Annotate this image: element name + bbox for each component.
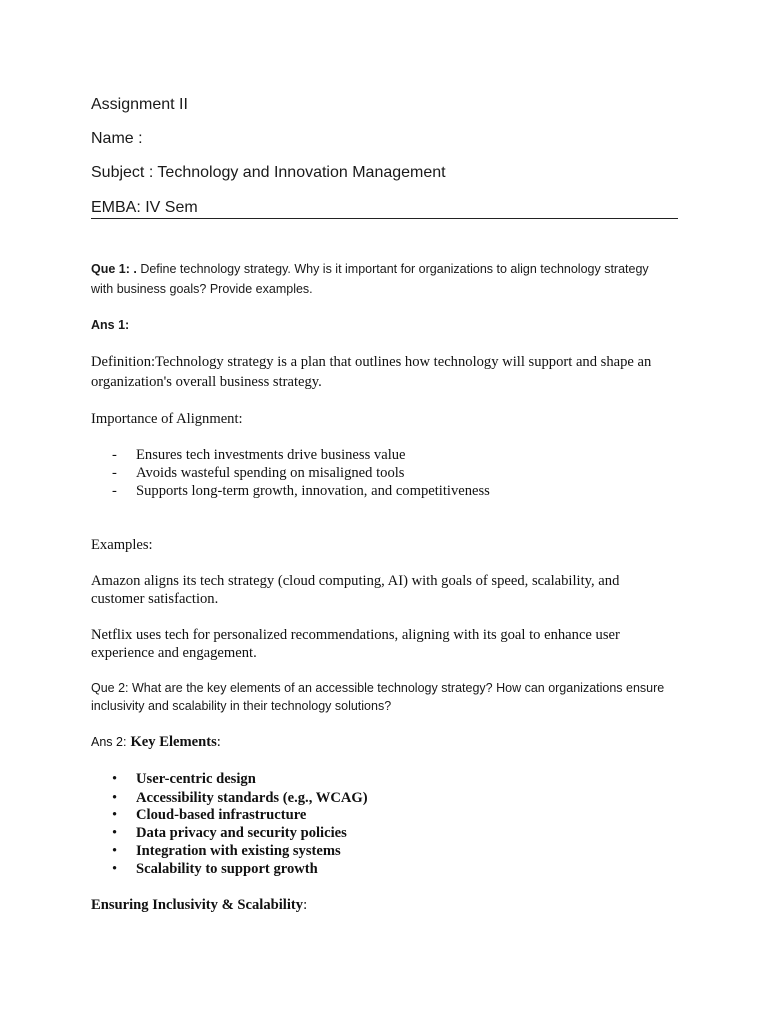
importance-item-text: Avoids wasteful spending on misaligned tools — [136, 465, 405, 481]
question-2-text-line1: What are the key elements of an accessible technology strategy? How can organizations ensure — [128, 681, 665, 695]
question-2-label: Que 2: — [91, 681, 129, 695]
bullet-marker: • — [112, 807, 118, 823]
key-element-item — [112, 770, 256, 788]
key-element-text: Cloud-based infrastructure — [136, 807, 307, 823]
question-2-text-line2: inclusivity and scalability in their technology solutions? — [91, 699, 392, 713]
bullet-marker: • — [112, 771, 118, 787]
examples-heading: Examples: — [91, 537, 153, 553]
dash-marker: - — [112, 483, 117, 499]
key-element-item — [112, 842, 341, 860]
importance-item-text: Supports long-term growth, innovation, and competitiveness — [136, 483, 490, 499]
key-elements-heading: Key Elements — [130, 734, 217, 750]
dash-marker: - — [112, 447, 117, 463]
answer-1-label: Ans 1: — [91, 318, 130, 332]
netflix-example-line2: experience and engagement. — [91, 645, 257, 661]
netflix-example-line1: Netflix uses tech for personalized recommendations, aligning with its goal to enhance user — [91, 627, 620, 643]
ensuring-heading — [91, 896, 307, 914]
subject-line: Subject : Technology and Innovation Management — [91, 164, 446, 181]
question-1-label: Que 1: . — [91, 262, 137, 276]
key-element-item — [112, 806, 306, 824]
definition-line2: organization's overall business strategy. — [91, 374, 322, 390]
class-line: EMBA: IV Sem — [91, 199, 198, 216]
importance-heading: Importance of Alignment: — [91, 411, 243, 427]
question-1-text-line1: Define technology strategy. Why is it important for organizations to align technology strategy — [136, 262, 649, 276]
importance-item — [112, 482, 490, 500]
header-divider — [91, 218, 678, 219]
key-element-text: User-centric design — [136, 771, 256, 787]
assignment-title: Assignment II — [91, 96, 188, 113]
key-element-item — [112, 860, 318, 878]
bullet-marker: • — [112, 825, 118, 841]
key-element-item — [112, 824, 347, 842]
key-element-text: Accessibility standards (e.g., WCAG) — [136, 790, 368, 806]
key-elements-colon: : — [216, 734, 221, 750]
ensuring-heading-colon: : — [303, 897, 308, 913]
question-1-text-line2: with business goals? Provide examples. — [91, 282, 313, 296]
key-element-text: Data privacy and security policies — [136, 825, 347, 841]
name-field-label: Name : — [91, 130, 143, 147]
key-element-text: Integration with existing systems — [136, 843, 341, 859]
definition-line1: Definition:Technology strategy is a plan that outlines how technology will support and shape an — [91, 354, 652, 370]
question-1 — [91, 259, 649, 279]
importance-item — [112, 446, 406, 464]
bullet-marker: • — [112, 790, 118, 806]
question-2 — [91, 678, 664, 698]
bullet-marker: • — [112, 843, 118, 859]
answer-2-label: Ans 2: — [91, 735, 127, 749]
key-element-text: Scalability to support growth — [136, 861, 318, 877]
dash-marker: - — [112, 465, 117, 481]
ensuring-heading-text: Ensuring Inclusivity & Scalability — [91, 897, 304, 913]
bullet-marker: • — [112, 861, 118, 877]
amazon-example-line1: Amazon aligns its tech strategy (cloud computing, AI) with goals of speed, scalability, and — [91, 573, 620, 589]
answer-2-heading — [91, 733, 221, 751]
importance-item-text: Ensures tech investments drive business value — [136, 447, 406, 463]
amazon-example-line2: customer satisfaction. — [91, 591, 219, 607]
key-element-item — [112, 789, 368, 807]
importance-item — [112, 464, 404, 482]
